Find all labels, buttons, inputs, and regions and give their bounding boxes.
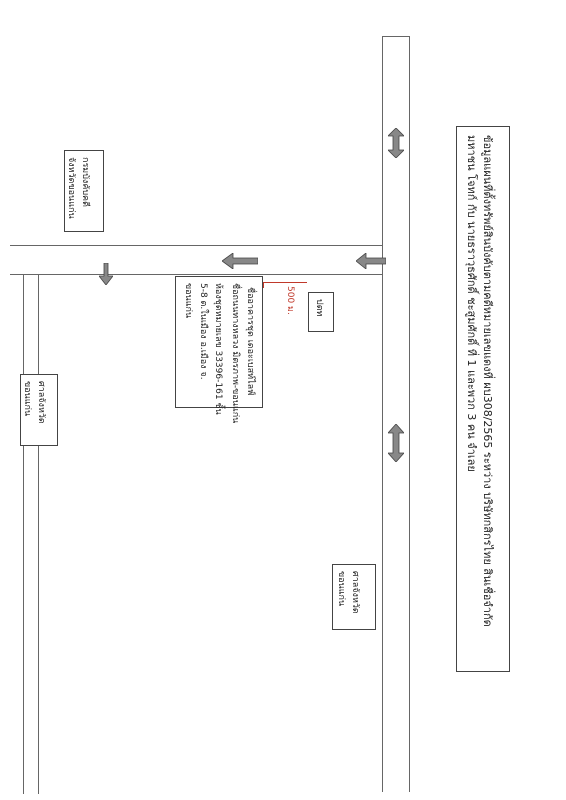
- arrow-up-down-icon: [388, 128, 404, 158]
- property-line-2: 5-8 ต.ในเมือง อ.เมือง จ.: [198, 283, 208, 380]
- arrow-left-icon: [356, 253, 386, 269]
- main-road-left-edge: [382, 36, 383, 792]
- red-marker-line: [263, 282, 307, 283]
- title-line-2: มหาชน โจทก์ กับ นายธราวุธศักดิ์ ชะสูมศักดิ์ ที่ 1 และพวก 3 คน จำเลย: [465, 135, 478, 472]
- main-road-top: [382, 36, 410, 37]
- arrow-down-icon: [99, 263, 113, 285]
- arrow-up-down-icon: [388, 424, 404, 462]
- left-road-right-edge: [38, 274, 39, 794]
- bank-label: ปตท: [314, 299, 324, 317]
- land-office-label: กรมบังคับคดี จังหวัดขอนแก่น: [66, 157, 90, 219]
- bank-box: [308, 292, 334, 332]
- branch-label: ศาลจังหวัด ขอนแก่น: [336, 571, 360, 614]
- province-office-box: [20, 374, 58, 446]
- distance-annotation: 500 ม.: [285, 286, 295, 315]
- land-office-box: [64, 150, 104, 232]
- left-road-left-edge: [23, 274, 24, 794]
- side-road-top-edge: [10, 245, 383, 246]
- property-line-5: ชื่ออาคารชุด เดอะเบสท์ไลฟ์: [245, 287, 255, 396]
- province-office-label: ศาลจังหวัดขอนแก่น: [22, 381, 46, 424]
- property-line-3: ขอนแก่น: [183, 283, 193, 319]
- red-marker-tick: [263, 282, 264, 288]
- side-road-bottom-edge: [10, 274, 383, 275]
- property-line-4: ชื่อถนนทางหลวง มิตรภาพ-ขอนแก่น: [230, 283, 240, 424]
- arrow-left-icon: [222, 253, 258, 269]
- property-box: [175, 276, 263, 424]
- title-box: [456, 126, 510, 672]
- title-line-1: ข้อมูลแผนที่ตั้งทรัพย์สินบังคับตามคดีหมายเลขแดงที่ ผบ308/2565 ระหว่าง บริษัทกสิกรไทย สินเชื่อจำกัด: [481, 135, 494, 627]
- property-line-1: ห้องชุดหมายเลข 33396-161 ชั้น: [213, 283, 223, 415]
- main-road-right-edge: [409, 36, 410, 792]
- branch-box: [332, 564, 376, 630]
